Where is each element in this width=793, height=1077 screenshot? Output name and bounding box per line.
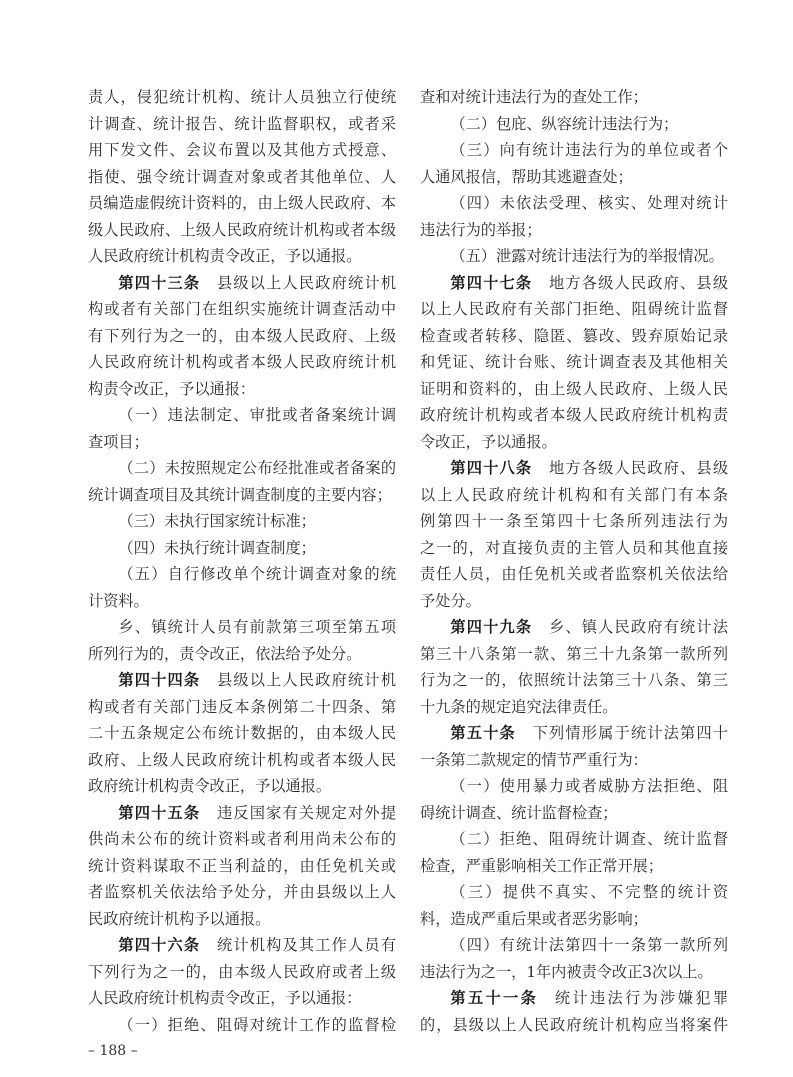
text-line [88, 190, 396, 217]
line-text: 违法行为之一，1年内被责令改正3次以上。 [420, 962, 713, 981]
line-text: 者监察机关依法给予处分，并由县级以上人 [88, 883, 396, 901]
text-line [420, 137, 728, 164]
line-text: 级人民政府、上级人民政府统计机构或者本级 [88, 220, 396, 239]
line-text: 证明和资料的，由上级人民政府、上级人民 [420, 379, 728, 398]
text-line [420, 535, 728, 562]
text-line [88, 376, 396, 403]
line-text: 查项目； [88, 432, 149, 451]
line-text: （四）未依法受理、核实、处理对统计 [450, 194, 728, 212]
text-line [420, 720, 728, 747]
line-text: 例第四十一条至第四十七条所列违法行为 [420, 512, 728, 530]
text-line [88, 1012, 396, 1039]
text-line [420, 800, 728, 827]
line-text: 有下列行为之一的，由本级人民政府、上级 [88, 326, 396, 345]
text-line [420, 747, 728, 774]
line-text: 检查或者转移、隐匿、篡改、毁弃原始记录 [420, 326, 728, 345]
text-line [88, 773, 396, 800]
line-text: （一）拒绝、阻碍对统计工作的监督检 [118, 1015, 396, 1034]
article-number: 第四十七条 [450, 273, 533, 292]
text-line [420, 482, 728, 509]
line-text: 予处分。 [420, 591, 481, 610]
text-line [420, 694, 728, 721]
line-text: 政府、上级人民政府统计机构或者本级人民 [88, 750, 396, 769]
text-line [420, 667, 728, 694]
line-text: 计资料。 [88, 591, 149, 610]
text-line [88, 906, 396, 933]
text-line [88, 455, 396, 482]
line-text: 政府统计机构责令改正，予以通报。 [88, 777, 331, 795]
text-line [88, 614, 396, 641]
line-text: 以上人民政府统计机构和有关部门有本条 [420, 485, 728, 504]
line-text: （三）未执行国家统计标准； [118, 512, 316, 530]
text-line [420, 641, 728, 668]
text-line [420, 270, 728, 297]
line-text: 责任人员，由任免机关或者监察机关依法给 [420, 565, 728, 583]
line-text: 统计调查项目及其统计调查制度的主要内容； [88, 485, 392, 504]
line-text: 供尚未公布的统计资料或者利用尚未公布的 [88, 830, 396, 848]
text-line [420, 296, 728, 323]
text-line [88, 800, 396, 827]
line-text: 和凭证、统计台账、统计调查表及其他相关 [420, 353, 728, 371]
line-text: （一）违法制定、审批或者备案统计调 [118, 406, 396, 424]
line-text: 地方各级人民政府、县级 [549, 273, 728, 292]
line-text: （二）未按照规定公布经批准或者备案的 [118, 459, 396, 477]
text-line [88, 164, 396, 191]
line-text: 之一的，对直接负责的主管人员和其他直接 [420, 538, 728, 557]
text-line [420, 402, 728, 429]
text-line [420, 561, 728, 588]
text-line [420, 959, 728, 986]
line-text: 十九条的规定追究法律责任。 [420, 697, 618, 716]
text-line [88, 641, 396, 668]
line-text: （二）拒绝、阻碍统计调查、统计监督 [450, 830, 728, 848]
text-line [88, 243, 396, 270]
line-text: 一条第二款规定的情节严重行为： [420, 750, 648, 769]
text-line [420, 773, 728, 800]
article-number: 第四十九条 [450, 618, 533, 636]
text-line [420, 84, 728, 111]
text-line [88, 84, 396, 111]
right-column [420, 84, 728, 1038]
line-text: 责人，侵犯统计机构、统计人员独立行使统 [88, 88, 396, 106]
line-text: 检查，严重影响相关工作正常开展； [420, 856, 663, 875]
line-text: 用下发文件、会议布置以及其他方式授意、 [88, 141, 396, 159]
article-number: 第五十一条 [450, 989, 539, 1007]
line-text: 构责令改正，予以通报： [88, 379, 256, 398]
article-number: 第四十八条 [450, 459, 533, 477]
line-text: 人民政府统计机构或者本级人民政府统计机 [88, 353, 396, 371]
text-line [420, 164, 728, 191]
line-text: 以上人民政府有关部门拒绝、阻碍统计监督 [420, 300, 728, 318]
line-text: 行为之一的，依照统计法第三十八条、第三 [420, 671, 728, 689]
line-text: 下列情形属于统计法第四十 [532, 724, 728, 742]
line-text: 违反国家有关规定对外提 [217, 803, 396, 822]
text-line [420, 190, 728, 217]
line-text: 料，造成严重后果或者恶劣影响； [420, 909, 648, 928]
line-text: 统计违法行为涉嫌犯罪 [554, 989, 728, 1007]
text-line [420, 111, 728, 138]
text-line [420, 323, 728, 350]
line-text: 构或者有关部门在组织实施统计调查活动中 [88, 300, 396, 318]
text-line [420, 879, 728, 906]
text-line [88, 508, 396, 535]
line-text: 构或者有关部门违反本条例第二十四条、第 [88, 697, 396, 716]
article-number: 第五十条 [450, 724, 516, 742]
line-text: 乡、镇人民政府有统计法 [549, 618, 728, 636]
line-text: 令改正，予以通报。 [420, 432, 557, 451]
text-line [420, 614, 728, 641]
text-line [88, 853, 396, 880]
text-line [420, 853, 728, 880]
line-text: （三）提供不真实、不完整的统计资 [450, 883, 728, 901]
text-line [88, 270, 396, 297]
text-line [88, 296, 396, 323]
text-line [88, 482, 396, 509]
article-number: 第四十六条 [118, 936, 201, 954]
text-line [88, 932, 396, 959]
line-text: 员编造虚假统计资料的，由上级人民政府、本 [88, 194, 396, 212]
text-line [88, 720, 396, 747]
line-text: 碍统计调查、统计监督检查； [420, 803, 618, 822]
text-line [88, 323, 396, 350]
text-line [88, 561, 396, 588]
text-line [420, 508, 728, 535]
line-text: 政府统计机构或者本级人民政府统计机构责 [420, 406, 728, 424]
text-line [88, 429, 396, 456]
text-line [420, 217, 728, 244]
line-text: （四）有统计法第四十一条第一款所列 [450, 936, 728, 954]
text-line [420, 588, 728, 615]
line-text: 所列行为的，责令改正，依法给予处分。 [88, 644, 362, 663]
line-text: 民政府统计机构予以通报。 [88, 909, 271, 928]
line-text: （五）自行修改单个统计调查对象的统 [118, 565, 396, 583]
text-line [420, 429, 728, 456]
text-line [420, 243, 728, 270]
text-line [420, 932, 728, 959]
text-line [420, 906, 728, 933]
text-line [420, 826, 728, 853]
line-text: （五）泄露对统计违法行为的举报情况。 [450, 247, 724, 265]
article-number: 第四十三条 [118, 273, 201, 292]
text-line [88, 826, 396, 853]
text-line [88, 111, 396, 138]
line-text: 二十五条规定公布统计数据的，由本级人民 [88, 724, 396, 742]
line-text: 统计机构及其工作人员有 [217, 936, 396, 954]
text-line [420, 376, 728, 403]
text-line [88, 959, 396, 986]
line-text: 县级以上人民政府统计机 [217, 273, 396, 292]
text-line [88, 349, 396, 376]
line-text: 县级以上人民政府统计机 [217, 671, 396, 689]
text-line [420, 349, 728, 376]
text-line [420, 1012, 728, 1039]
text-line [88, 694, 396, 721]
text-line [88, 137, 396, 164]
text-line [88, 879, 396, 906]
text-line [88, 747, 396, 774]
line-text: （三）向有统计违法行为的单位或者个 [450, 141, 728, 159]
article-number: 第四十五条 [118, 803, 201, 822]
line-text: 统计资料谋取不正当利益的，由任免机关或 [88, 856, 396, 875]
line-text: 下列行为之一的，由本级人民政府或者上级 [88, 962, 396, 981]
line-text: 指使、强令统计调查对象或者其他单位、人 [88, 167, 396, 186]
text-line [420, 985, 728, 1012]
line-text: （一）使用暴力或者威胁方法拒绝、阻 [450, 777, 728, 795]
left-column [88, 84, 396, 1038]
line-text: 查和对统计违法行为的查处工作； [420, 88, 648, 106]
page-number: – 188 – [88, 1043, 138, 1059]
line-text: 计调查、统计报告、统计监督职权，或者采 [88, 114, 396, 133]
text-line [88, 402, 396, 429]
line-text: （四）未执行统计调查制度； [118, 538, 316, 557]
text-line [88, 985, 396, 1012]
line-text: 乡、镇统计人员有前款第三项至第五项 [118, 618, 396, 636]
text-line [88, 217, 396, 244]
line-text: 人民政府统计机构责令改正，予以通报。 [88, 247, 362, 265]
article-number: 第四十四条 [118, 671, 201, 689]
line-text: 第三十八条第一款、第三十九条第一款所列 [420, 644, 728, 663]
line-text: 人民政府统计机构责令改正，予以通报： [88, 989, 362, 1007]
text-line [420, 455, 728, 482]
line-text: 的，县级以上人民政府统计机构应当将案件 [420, 1015, 728, 1034]
text-line [88, 667, 396, 694]
text-line [88, 535, 396, 562]
line-text: 违法行为的举报； [420, 220, 542, 239]
line-text: 人通风报信，帮助其逃避查处； [420, 167, 633, 186]
line-text: （二）包庇、纵容统计违法行为； [450, 114, 679, 133]
line-text: 地方各级人民政府、县级 [549, 459, 728, 477]
text-line [88, 588, 396, 615]
